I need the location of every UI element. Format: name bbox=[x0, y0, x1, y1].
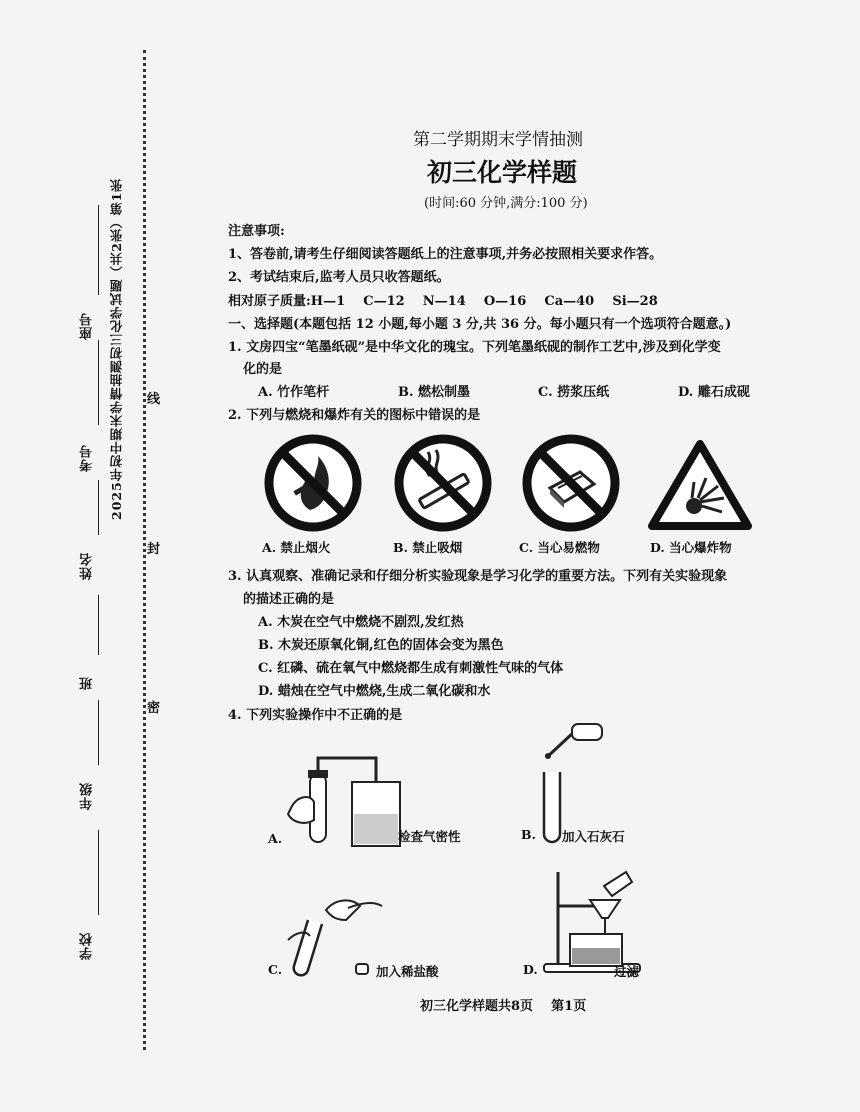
field-seat-line bbox=[98, 205, 99, 295]
airtightness-check-illustration bbox=[284, 752, 416, 852]
no-open-flame-icon bbox=[262, 432, 364, 534]
page-footer: 初三化学样题共8页 第1页 bbox=[420, 999, 587, 1014]
q3-option-a: A. 木炭在空气中燃烧不剧烈,发红热 bbox=[258, 615, 464, 630]
q1-option-a: A. 竹作笔杆 bbox=[258, 385, 330, 400]
q2-option-a: A. 禁止烟火 bbox=[262, 540, 331, 555]
q4-c-caption: 加入稀盐酸 bbox=[376, 964, 439, 979]
note-item: 1、答卷前,请考生仔细阅读答题纸上的注意事项,并务必按照相关要求作答。 bbox=[228, 247, 663, 262]
field-grade-line bbox=[98, 700, 99, 765]
side-exam-title: 2025年初中期末学情抽测初三化学试题（共2张）第1张 bbox=[109, 178, 124, 520]
seal-char-feng: 封 bbox=[147, 542, 161, 557]
q4-b-caption: 加入石灰石 bbox=[562, 829, 625, 844]
field-class-label: 班 bbox=[80, 676, 95, 690]
q4-d-letter: D. bbox=[523, 962, 538, 977]
page-title: 初三化学样题 bbox=[427, 158, 578, 187]
q3-option-c: C. 红磷、硫在氧气中燃烧都生成有刺激性气味的气体 bbox=[258, 661, 564, 676]
q4-b-letter: B. bbox=[521, 827, 536, 842]
q2-option-c: C. 当心易燃物 bbox=[519, 540, 600, 555]
q1-option-d: D. 雕石成砚 bbox=[678, 385, 750, 400]
q1-stem: 1. 文房四宝“笔墨纸砚”是中华文化的瑰宝。下列笔墨纸砚的制作工艺中,涉及到化学变 bbox=[228, 340, 721, 355]
q1-option-b: B. 燃松制墨 bbox=[398, 385, 471, 400]
q3-stem-cont: 的描述正确的是 bbox=[243, 592, 335, 607]
field-grade-label: 年级 bbox=[80, 782, 95, 810]
note-item: 2、考试结束后,监考人员只收答题纸。 bbox=[228, 270, 450, 285]
q3-option-d: D. 蜡烛在空气中燃烧,生成二氧化碳和水 bbox=[258, 684, 491, 699]
field-seat-label: 座号 bbox=[80, 312, 95, 340]
field-name-label: 姓名 bbox=[80, 552, 95, 580]
field-school-label: 学校 bbox=[80, 932, 95, 960]
q4-stem: 4. 下列实验操作中不正确的是 bbox=[228, 708, 403, 723]
q4-d-caption: 过滤 bbox=[614, 964, 640, 979]
q2-stem: 2. 下列与燃烧和爆炸有关的图标中错误的是 bbox=[228, 408, 481, 423]
field-school-line bbox=[98, 830, 99, 915]
field-exam-number-label: 考号 bbox=[80, 444, 95, 472]
no-smoking-icon bbox=[392, 432, 494, 534]
field-exam-number-line bbox=[98, 340, 99, 425]
notes-heading: 注意事项: bbox=[228, 224, 285, 239]
q2-option-b: B. 禁止吸烟 bbox=[393, 540, 463, 555]
atomic-mass: 相对原子质量:H—1 C—12 N—14 O—16 Ca—40 Si—28 bbox=[228, 294, 658, 309]
no-matches-icon bbox=[520, 432, 622, 534]
seal-char-xian: 线 bbox=[147, 392, 161, 407]
q2-option-d: D. 当心爆炸物 bbox=[650, 540, 732, 555]
field-name-line bbox=[98, 480, 99, 535]
q4-c-letter: C. bbox=[268, 962, 283, 977]
q4-a-caption: 检查气密性 bbox=[398, 829, 461, 844]
explosive-warning-icon bbox=[648, 440, 752, 532]
seal-char-mi: 密 bbox=[147, 701, 161, 716]
field-class-line bbox=[98, 595, 99, 655]
q4-a-letter: A. bbox=[268, 831, 283, 846]
q1-stem-cont: 化的是 bbox=[243, 362, 283, 377]
q3-stem: 3. 认真观察、准确记录和仔细分析实验现象是学习化学的重要方法。下列有关实验现象 bbox=[228, 569, 728, 584]
q3-option-b: B. 木炭还原氧化铜,红色的固体会变为黑色 bbox=[258, 638, 504, 653]
filtration-illustration bbox=[540, 852, 648, 976]
subtitle: 第二学期期末学情抽测 bbox=[413, 130, 583, 150]
q1-option-c: C. 捞浆压纸 bbox=[538, 385, 610, 400]
section-heading: 一、选择题(本题包括 12 小题,每小题 3 分,共 36 分。每小题只有一个选项符合题意。) bbox=[228, 317, 732, 332]
time-info: (时间:60 分钟,满分:100 分) bbox=[424, 196, 588, 211]
binding-dotted-line bbox=[143, 50, 146, 1050]
